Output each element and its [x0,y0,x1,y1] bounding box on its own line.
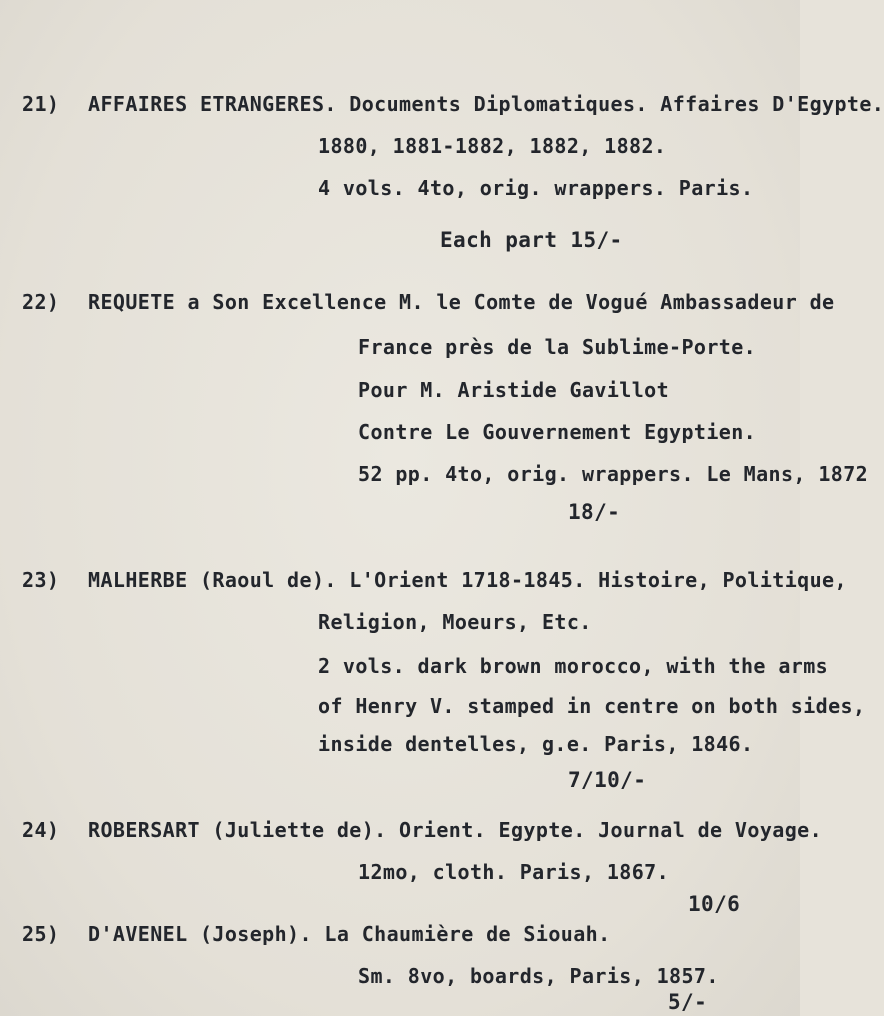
entry-line: inside dentelles, g.e. Paris, 1846. [318,732,754,756]
entry-heading: MALHERBE (Raoul de). L'Orient 1718-1845. Histoire, Politique, [88,568,847,592]
entry-heading: D'AVENEL (Joseph). La Chaumière de Siouah. [88,922,611,946]
entry-line: Contre Le Gouvernement Egyptien. [358,420,757,444]
entry-number: 22) [22,290,60,314]
entry-price: Each part 15/- [440,228,623,252]
entry-price: 10/6 [688,892,741,916]
entry-line: Pour M. Aristide Gavillot [358,378,670,402]
entry-line: Religion, Moeurs, Etc. [318,610,592,634]
entry-heading: AFFAIRES ETRANGERES. Documents Diplomatiques. Affaires D'Egypte. [88,92,884,116]
entry-heading: REQUETE a Son Excellence M. le Comte de Vogué Ambassadeur de [88,290,835,314]
entry-format: 12mo, cloth. Paris, 1867. [358,860,670,884]
entry-price: 7/10/- [568,768,647,792]
entry-dates: 1880, 1881-1882, 1882, 1882. [318,134,667,158]
entry-price: 5/- [668,990,708,1014]
entry-format: Sm. 8vo, boards, Paris, 1857. [358,964,719,988]
entry-number: 23) [22,568,60,592]
entry-format: 4 vols. 4to, orig. wrappers. Paris. [318,176,754,200]
entry-number: 25) [22,922,60,946]
entry-format: 52 pp. 4to, orig. wrappers. Le Mans, 1872 [358,462,869,486]
entry-line: of Henry V. stamped in centre on both sides, [318,694,866,718]
entry-heading: ROBERSART (Juliette de). Orient. Egypte. Journal de Voyage. [88,818,823,842]
entry-format: 2 vols. dark brown morocco, with the arms [318,654,829,678]
entry-number: 21) [22,92,60,116]
entry-number: 24) [22,818,60,842]
entry-line: France près de la Sublime-Porte. [358,335,757,359]
entry-price: 18/- [568,500,621,524]
